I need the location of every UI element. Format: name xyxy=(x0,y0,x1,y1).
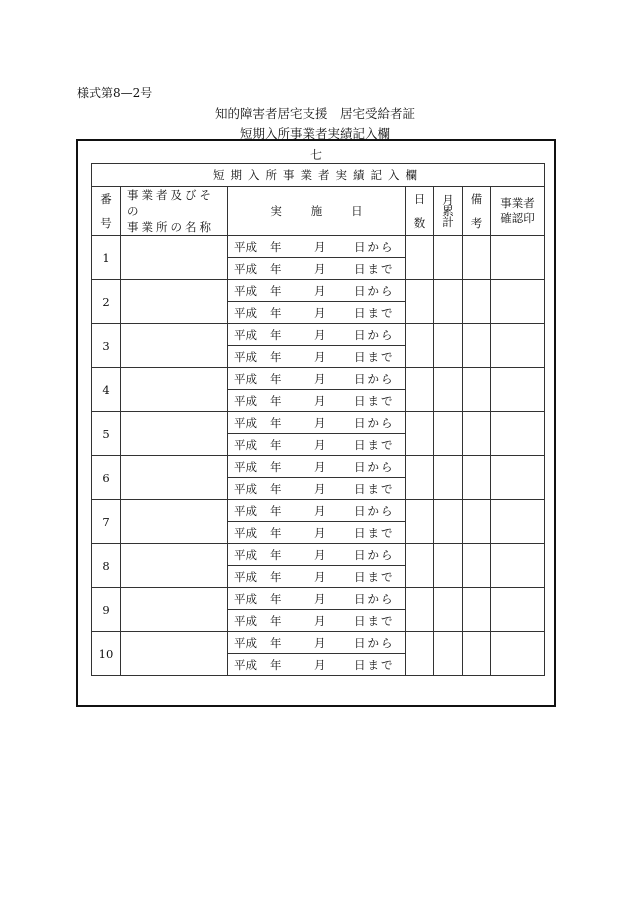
day-until-label: 日まで xyxy=(354,261,395,276)
date-from-field[interactable] xyxy=(228,456,406,478)
days-field[interactable] xyxy=(406,456,434,500)
day-from-label: 日から xyxy=(354,415,395,430)
column-header-number-line: 番 xyxy=(100,192,112,206)
era-label: 平成 xyxy=(234,283,257,298)
date-until-field[interactable] xyxy=(228,522,406,544)
year-label: 年 xyxy=(270,657,282,672)
monthly-total-field[interactable] xyxy=(434,280,463,324)
column-header-provider-confirm-line: 事業者 xyxy=(500,196,535,210)
date-until-field[interactable] xyxy=(228,434,406,456)
date-until-field[interactable] xyxy=(228,566,406,588)
era-label: 平成 xyxy=(234,393,257,408)
column-header-number xyxy=(92,187,121,236)
month-label: 月 xyxy=(314,503,326,518)
column-header-period-char: 日 xyxy=(351,204,363,218)
era-label: 平成 xyxy=(234,459,257,474)
day-until-label: 日まで xyxy=(354,393,395,408)
form-title: 知的障害者居宅支援 居宅受給者証 xyxy=(214,106,415,121)
year-label: 年 xyxy=(270,635,282,650)
month-label: 月 xyxy=(314,239,326,254)
date-from-field[interactable] xyxy=(228,632,406,654)
date-until-field[interactable] xyxy=(228,346,406,368)
column-header-monthly-total-line: 月 xyxy=(442,192,454,207)
era-label: 平成 xyxy=(234,261,257,276)
monthly-total-field[interactable] xyxy=(434,236,463,280)
days-field[interactable] xyxy=(406,236,434,280)
monthly-total-field[interactable] xyxy=(434,544,463,588)
column-header-period xyxy=(228,187,406,236)
column-header-monthly-total xyxy=(434,187,463,236)
page-label: 七 xyxy=(309,148,322,162)
monthly-total-field[interactable] xyxy=(434,368,463,412)
year-label: 年 xyxy=(270,239,282,254)
month-label: 月 xyxy=(314,547,326,562)
provider-name-field[interactable] xyxy=(121,324,228,368)
remarks-field[interactable] xyxy=(463,588,491,632)
row-number: 7 xyxy=(92,500,121,544)
era-label: 平成 xyxy=(234,415,257,430)
provider-name-field[interactable] xyxy=(121,632,228,676)
row-number: 10 xyxy=(92,632,121,676)
date-from-field[interactable] xyxy=(228,236,406,258)
monthly-total-field[interactable] xyxy=(434,500,463,544)
day-from-label: 日から xyxy=(354,547,395,562)
year-label: 年 xyxy=(270,569,282,584)
year-label: 年 xyxy=(270,415,282,430)
monthly-total-field[interactable] xyxy=(434,412,463,456)
row-number: 8 xyxy=(92,544,121,588)
date-until-field[interactable] xyxy=(228,654,406,676)
provider-confirm-field[interactable] xyxy=(491,632,545,676)
remarks-field[interactable] xyxy=(463,632,491,676)
date-from-field[interactable] xyxy=(228,588,406,610)
days-field[interactable] xyxy=(406,412,434,456)
record-table xyxy=(91,163,545,676)
row-number: 9 xyxy=(92,588,121,632)
row-number: 5 xyxy=(92,412,121,456)
provider-confirm-field[interactable] xyxy=(491,280,545,324)
month-label: 月 xyxy=(314,415,326,430)
date-from-field[interactable] xyxy=(228,280,406,302)
month-label: 月 xyxy=(314,283,326,298)
month-label: 月 xyxy=(314,613,326,628)
year-label: 年 xyxy=(270,613,282,628)
provider-name-field[interactable] xyxy=(121,544,228,588)
year-label: 年 xyxy=(270,459,282,474)
month-label: 月 xyxy=(314,437,326,452)
year-label: 年 xyxy=(270,371,282,386)
column-header-days-line: 数 xyxy=(413,216,426,230)
year-label: 年 xyxy=(270,305,282,320)
row-number: 6 xyxy=(92,456,121,500)
date-until-field[interactable] xyxy=(228,258,406,280)
era-label: 平成 xyxy=(234,591,257,606)
day-from-label: 日から xyxy=(354,371,395,386)
era-label: 平成 xyxy=(234,613,257,628)
record-sheet xyxy=(76,139,556,707)
day-until-label: 日まで xyxy=(354,481,395,496)
day-until-label: 日まで xyxy=(354,525,395,540)
row-number: 3 xyxy=(92,324,121,368)
column-header-period-char: 施 xyxy=(310,204,323,218)
era-label: 平成 xyxy=(234,437,257,452)
era-label: 平成 xyxy=(234,569,257,584)
era-label: 平成 xyxy=(234,525,257,540)
column-header-remarks-line: 備 xyxy=(470,192,483,206)
column-header-period-char: 実 xyxy=(270,204,282,218)
row-number: 1 xyxy=(92,236,121,280)
era-label: 平成 xyxy=(234,547,257,562)
column-header-remarks-line: 考 xyxy=(470,216,483,230)
year-label: 年 xyxy=(270,261,282,276)
day-from-label: 日から xyxy=(354,327,395,342)
column-header-provider-name-line: 事業者及びその xyxy=(127,188,214,218)
era-label: 平成 xyxy=(234,239,257,254)
remarks-field[interactable] xyxy=(463,280,491,324)
provider-name-field[interactable] xyxy=(121,280,228,324)
year-label: 年 xyxy=(270,481,282,496)
remarks-field[interactable] xyxy=(463,368,491,412)
year-label: 年 xyxy=(270,503,282,518)
era-label: 平成 xyxy=(234,503,257,518)
column-header-provider-name-line: 事業所の名称 xyxy=(127,220,214,234)
day-from-label: 日から xyxy=(354,635,395,650)
era-label: 平成 xyxy=(234,371,257,386)
date-from-field[interactable] xyxy=(228,368,406,390)
date-until-field[interactable] xyxy=(228,302,406,324)
form-subtitle: 短期入所事業者実績記入欄 xyxy=(239,126,390,141)
year-label: 年 xyxy=(270,393,282,408)
provider-confirm-field[interactable] xyxy=(491,588,545,632)
month-label: 月 xyxy=(314,305,326,320)
month-label: 月 xyxy=(314,525,326,540)
provider-name-field[interactable] xyxy=(121,588,228,632)
day-until-label: 日まで xyxy=(354,305,395,320)
days-field[interactable] xyxy=(406,632,434,676)
monthly-total-field[interactable] xyxy=(434,456,463,500)
day-from-label: 日から xyxy=(354,283,395,298)
year-label: 年 xyxy=(270,437,282,452)
month-label: 月 xyxy=(314,371,326,386)
column-header-monthly-total-line: 計 xyxy=(442,214,454,229)
row-number: 2 xyxy=(92,280,121,324)
day-until-label: 日まで xyxy=(354,437,395,452)
remarks-field[interactable] xyxy=(463,544,491,588)
days-field[interactable] xyxy=(406,280,434,324)
provider-confirm-field[interactable] xyxy=(491,324,545,368)
era-label: 平成 xyxy=(234,635,257,650)
table-caption: 短期入所事業者実績記入欄 xyxy=(92,164,545,187)
form-number: 様式第8—2号 xyxy=(77,86,153,100)
day-until-label: 日まで xyxy=(354,349,395,364)
provider-confirm-field[interactable] xyxy=(491,456,545,500)
day-from-label: 日から xyxy=(354,591,395,606)
date-until-field[interactable] xyxy=(228,610,406,632)
provider-confirm-field[interactable] xyxy=(491,500,545,544)
date-from-field[interactable] xyxy=(228,412,406,434)
month-label: 月 xyxy=(314,261,326,276)
month-label: 月 xyxy=(314,481,326,496)
era-label: 平成 xyxy=(234,349,257,364)
era-label: 平成 xyxy=(234,481,257,496)
era-label: 平成 xyxy=(234,327,257,342)
provider-name-field[interactable] xyxy=(121,500,228,544)
year-label: 年 xyxy=(270,547,282,562)
days-field[interactable] xyxy=(406,324,434,368)
provider-name-field[interactable] xyxy=(121,368,228,412)
column-header-days xyxy=(406,187,434,236)
month-label: 月 xyxy=(314,635,326,650)
day-from-label: 日から xyxy=(354,459,395,474)
year-label: 年 xyxy=(270,349,282,364)
column-header-provider-name xyxy=(121,187,228,236)
provider-confirm-field[interactable] xyxy=(491,412,545,456)
column-header-monthly-total-line: 累 xyxy=(442,203,454,218)
date-from-field[interactable] xyxy=(228,544,406,566)
month-label: 月 xyxy=(314,657,326,672)
remarks-field[interactable] xyxy=(463,412,491,456)
month-label: 月 xyxy=(314,393,326,408)
provider-name-field[interactable] xyxy=(121,236,228,280)
date-from-field[interactable] xyxy=(228,500,406,522)
month-label: 月 xyxy=(314,349,326,364)
provider-name-field[interactable] xyxy=(121,456,228,500)
column-header-provider-confirm-line: 確認印 xyxy=(500,211,535,225)
date-until-field[interactable] xyxy=(228,478,406,500)
era-label: 平成 xyxy=(234,305,257,320)
month-label: 月 xyxy=(314,459,326,474)
year-label: 年 xyxy=(270,283,282,298)
remarks-field[interactable] xyxy=(463,500,491,544)
date-until-field[interactable] xyxy=(228,390,406,412)
year-label: 年 xyxy=(270,327,282,342)
provider-confirm-field[interactable] xyxy=(491,368,545,412)
provider-confirm-field[interactable] xyxy=(491,236,545,280)
month-label: 月 xyxy=(314,569,326,584)
year-label: 年 xyxy=(270,525,282,540)
column-header-days-line: 日 xyxy=(413,192,426,206)
remarks-field[interactable] xyxy=(463,456,491,500)
era-label: 平成 xyxy=(234,657,257,672)
days-field[interactable] xyxy=(406,588,434,632)
month-label: 月 xyxy=(314,327,326,342)
column-header-remarks xyxy=(463,187,491,236)
day-until-label: 日まで xyxy=(354,613,395,628)
monthly-total-field[interactable] xyxy=(434,632,463,676)
day-from-label: 日から xyxy=(354,503,395,518)
provider-name-field[interactable] xyxy=(121,412,228,456)
day-until-label: 日まで xyxy=(354,569,395,584)
column-header-number-line: 号 xyxy=(100,216,112,230)
row-number: 4 xyxy=(92,368,121,412)
monthly-total-field[interactable] xyxy=(434,324,463,368)
days-field[interactable] xyxy=(406,544,434,588)
year-label: 年 xyxy=(270,591,282,606)
day-until-label: 日まで xyxy=(354,657,395,672)
date-from-field[interactable] xyxy=(228,324,406,346)
month-label: 月 xyxy=(314,591,326,606)
monthly-total-field[interactable] xyxy=(434,588,463,632)
day-from-label: 日から xyxy=(354,239,395,254)
days-field[interactable] xyxy=(406,368,434,412)
remarks-field[interactable] xyxy=(463,236,491,280)
remarks-field[interactable] xyxy=(463,324,491,368)
column-header-provider-confirm xyxy=(491,187,545,236)
provider-confirm-field[interactable] xyxy=(491,544,545,588)
days-field[interactable] xyxy=(406,500,434,544)
